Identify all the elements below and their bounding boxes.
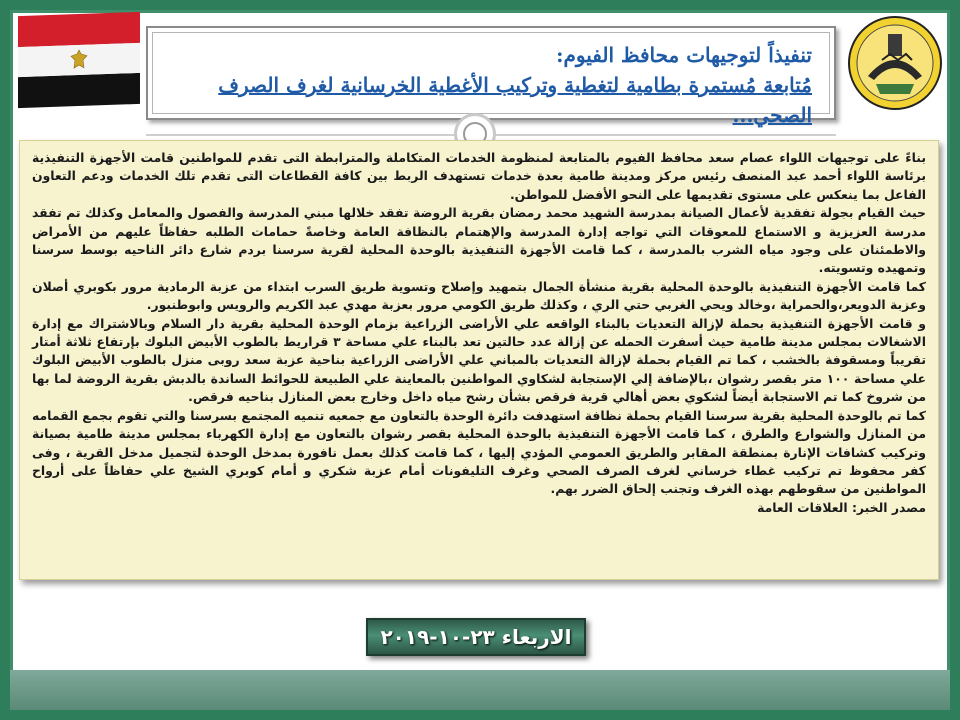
egypt-flag-icon [18, 12, 140, 108]
title-line-2: مُتابعة مُستمرة بطامية لتغطية وتركيب الأغطية الخرسانية لغرف الصرف الصحي... [218, 73, 812, 127]
eagle-emblem-icon [69, 48, 89, 73]
body-paragraph: كما تم بالوحدة المحلية بقرية سرسنا القيام بحملة نظافة استهدفت دائرة الوحدة بالتعاون مع جمعيه تنميه المجتمع بسرسنا والتي تقوم بجمع القمامه من المنازل والشوارع والطرق ، كما قامت الأجهزة التنفيذية بالوحدة المحلية بقصر رشوان بالتعاون مع إدارة الكهرباء بمجلس مدينة طامية بصيانة وتركيب كشافات الإنارة بمنطقة المقابر والطريق العمومي المؤدي إليها ، كما قامت كذلك بعمل نافورة بمدخل الوحدة لتجميل مدخل القرية ، وفى كفر محفوظ تم تركيب غطاء خرساني لغرف الصرف الصحي وغرف التليفونات أمام عزبة شكري و أمام كوبري الشيخ علي حفاظاً على أرواح المواطنين من سقوطهم بهذه الغرف وتجنب إلحاق الضرر بهم. [32, 407, 926, 497]
body-paragraph: حيث القيام بجولة تفقدية لأعمال الصيانة بمدرسة الشهيد محمد رمضان بقرية الروضة تفقد خلالها مبني المدرسة والفصول والمعامل وكذلك تم تفقد مدرسة العزيزية و الاستماع للمعوقات التي تواجه إدارة المدرسة والإهتمام بالنظافة العامة وخاصةً حمامات الطلبه حفاظاً عليهم من الأمراض والاطمئنان على وجود مياه الشرب بالمدرسة ، كما قامت الأجهزة التنفيذية بالوحدة المحلية لقرية سرسنا بردم شارع دائر الناحيه بوسط سرسنا وتمهيده وتسويته. [32, 205, 926, 276]
title-line-1: تنفيذاً لتوجيهات محافظ الفيوم: [556, 43, 812, 67]
date-banner [366, 618, 586, 656]
news-body-box [19, 140, 939, 580]
date-text: الاربعاء ٢٣-١٠-٢٠١٩ [380, 625, 572, 649]
governorate-logo-icon [846, 14, 944, 112]
body-paragraph: و قامت الأجهزة التنفيذية بحملة لإزالة التعديات بالبناء الواقعه علي الأراضى الزراعية بزمام الوحدة المحلية بقرية دار السلام وبالاشتراك مع إدارة الاشغالات بمجلس مدينة طامية حيث أسفرت الحمله عن إزالة عدد حالتين تعد بالبناء علي مساحة ٣ قراريط بالطوب الأبيض البلوك بإرتفاع ثلاثة أمتار تقريباً ومسقوفة بالخشب ، كما تم القيام بحملة لإزالة التعديات بالمباني علي الأراضى الزراعية بناحية عزبة سعد روبى منزل بالطوب الأبيض البلوك علي مساحة ١٠٠ متر بقصر رشوان ،بالإضافة إلي الإستجابة لشكاوي المواطنين بالمعاينة علي الطبيعة للحوائط الساندة بالدبش بقرية الروضة لما بها من شروخ كما تم الاستجابة أيضاً لشكوي بعض أهالي قرية فرقص بشأن رشح مياه داخل وخارج بعض المنازل بناحيه فرقص. [32, 315, 926, 405]
body-paragraph: كما قامت الأجهزة التنفيذية بالوحدة المحلية بقرية منشأة الجمال بتمهيد وإصلاح وتسوية طريق السرب ابتداء من عزبة الرمادية مرور بكوبري أصلان وعزبة الدويعر،والحمراية ،وخالد ويحي الغربي حتي الري ، وكذلك طريق الكومي مرور بعزبة مهدي عبد الكريم والرويس وابوطنبور. [32, 278, 926, 313]
title-box [146, 26, 836, 127]
bottom-band [10, 670, 950, 710]
news-source: مصدر الخبر: العلاقات العامة [757, 499, 926, 515]
news-body-text [32, 149, 926, 517]
body-paragraph: بناءً على توجيهات اللواء عصام سعد محافظ الفيوم بالمتابعة لمنظومة الخدمات المتكاملة والمترابطة التى تقدم للمواطنين قامت الأجهزة التنفيذية برئاسة اللواء أحمد عبد المنصف رئيس مركز ومدينة طامية بعدة خدمات تستهدف الربط بين كافة القطاعات التى تقدم تلك الخدمات ودعم التعاون الفاعل بما ينعكس على مستوى تقديمها على النحو الأفضل للمواطن. [32, 150, 926, 202]
